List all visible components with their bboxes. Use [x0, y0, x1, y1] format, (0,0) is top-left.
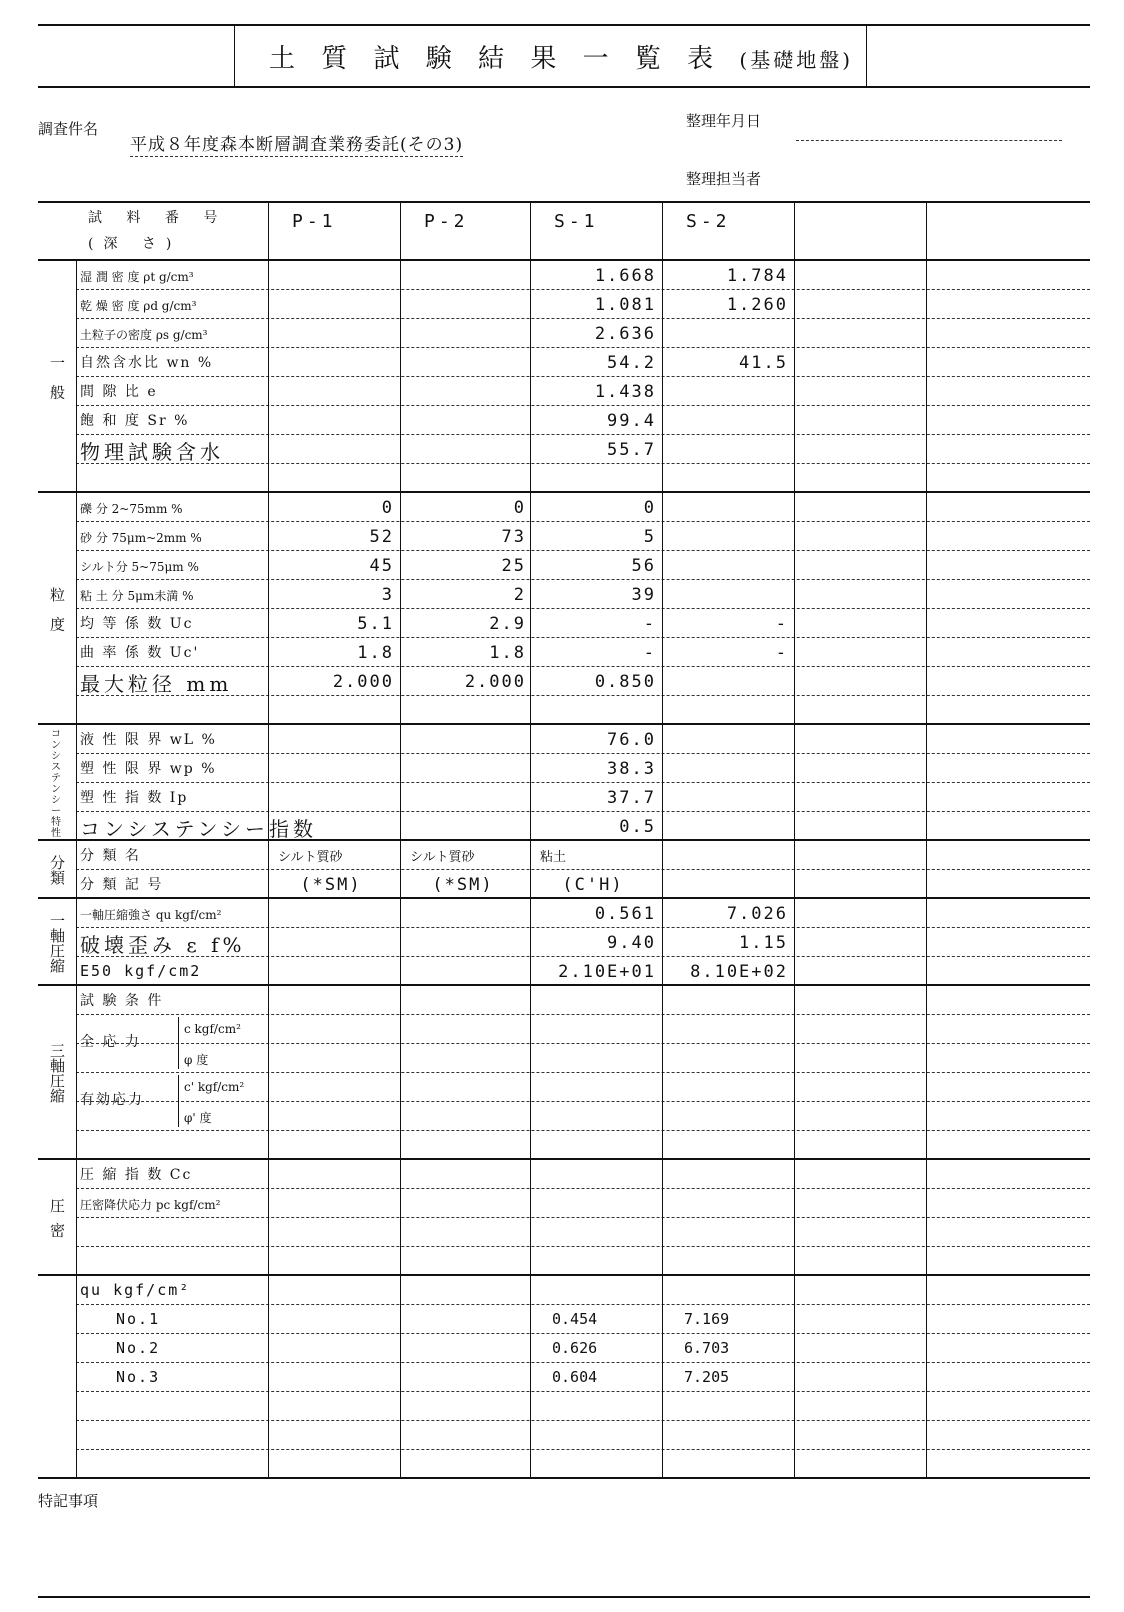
class-sym-value-1: (*SM)	[300, 875, 362, 895]
results-table	[38, 203, 1090, 1523]
ci-label: コンシステンシー指数	[80, 817, 317, 841]
e50-value-3: 2.10E+01	[558, 962, 656, 982]
wet-density-value-3: 1.668	[594, 266, 656, 286]
eff-stress-label: 有効応力	[80, 1092, 144, 1108]
row-water-content	[76, 348, 1090, 377]
row-no1	[76, 1305, 1090, 1334]
pi-label: 塑 性 指 数 Ip	[80, 790, 189, 806]
row-strain	[76, 928, 1090, 957]
table-top-rule	[38, 201, 1090, 203]
clay-value-3: 39	[631, 585, 656, 605]
row-sand	[76, 522, 1090, 551]
saturation-label: 飽 和 度 Sr %	[80, 413, 190, 429]
row-eff-c	[76, 1073, 1090, 1108]
qu-row-label: 一軸圧縮強さ qu kgf/cm²	[80, 908, 222, 922]
blank-row	[76, 1218, 1090, 1247]
particle-density-label: 土粒子の密度 ρs g/cm³	[80, 328, 208, 342]
row-pi	[76, 783, 1090, 812]
row-silt	[76, 551, 1090, 580]
row-total-c	[76, 1015, 1090, 1050]
silt-value-2: 25	[501, 556, 526, 576]
qu-header-label: qu kgf/cm²	[80, 1281, 191, 1299]
column-rule	[268, 201, 269, 1479]
wet-density-value-4: 1.784	[726, 266, 788, 286]
qu-row-value-4: 7.026	[726, 904, 788, 924]
section-consistency: コンシステンシー特性	[51, 729, 61, 839]
sample-header-2: P-2	[424, 211, 469, 232]
row-phys-water	[76, 435, 1090, 464]
row-no3	[76, 1363, 1090, 1392]
uc-label: 均 等 係 数 Uc	[80, 616, 194, 632]
uc-value-4: -	[775, 614, 788, 634]
sand-label: 砂 分 75μm~2mm %	[80, 531, 202, 545]
e50-value-4: 8.10E+02	[690, 962, 788, 982]
row-uc	[76, 609, 1090, 638]
footer-rule	[38, 1596, 1090, 1598]
sample-header-3: S-1	[554, 211, 599, 232]
void-ratio-value-3: 1.438	[594, 382, 656, 402]
title-main: 土 質 試 験 結 果 一 覧 表	[269, 44, 723, 74]
max-size-value-2: 2.000	[464, 672, 526, 692]
pl-value-3: 38.3	[607, 759, 656, 779]
row-wet-density	[76, 261, 1090, 290]
title-sub: (基礎地盤)	[739, 48, 853, 72]
row-class-sym	[76, 870, 1090, 899]
no1-value-3: 0.454	[552, 1310, 598, 1328]
sand-value-3: 5	[643, 527, 656, 547]
uc-value-1: 5.1	[357, 614, 394, 634]
blank-row	[76, 1247, 1090, 1276]
total-stress-label: 全 応 力	[80, 1034, 141, 1050]
section-consolidation: 圧 密	[48, 1198, 66, 1238]
class-sym-value-2: (*SM)	[432, 875, 494, 895]
no3-value-3: 0.604	[552, 1368, 598, 1386]
person-label: 整理担当者	[686, 170, 762, 188]
qu-row-value-3: 0.561	[594, 904, 656, 924]
total-phi-label: φ 度	[184, 1053, 209, 1067]
test-cond-label: 試 験 条 件	[80, 993, 164, 1009]
section-unconfined-compression: 一軸圧縮	[48, 912, 66, 973]
class-name-value-3: 粘土	[540, 850, 567, 865]
sample-header-1: P-1	[292, 211, 337, 232]
depth-label: (深 さ)	[88, 236, 182, 252]
silt-label: シルト分 5~75μm %	[80, 560, 199, 574]
row-qu-row	[76, 899, 1090, 928]
strain-label: 破壊歪み ε f%	[80, 933, 246, 957]
row-dry-density	[76, 290, 1090, 319]
section-triaxial: 三軸圧縮	[48, 1043, 66, 1103]
gravel-value-2: 0	[513, 498, 526, 518]
row-qu-header	[76, 1276, 1090, 1305]
title-divider-left	[234, 26, 235, 86]
silt-value-1: 45	[369, 556, 394, 576]
pl-label: 塑 性 限 界 wp %	[80, 761, 217, 777]
row-cc	[76, 1160, 1090, 1189]
notes-label: 特記事項	[38, 1492, 99, 1510]
row-pl	[76, 754, 1090, 783]
clay-label: 粘 土 分 5μm未満 %	[80, 589, 194, 603]
row-ucp	[76, 638, 1090, 667]
blank-row	[76, 1392, 1090, 1421]
no2-value-3: 0.626	[552, 1339, 598, 1357]
pi-value-3: 37.7	[607, 788, 656, 808]
saturation-value-3: 99.4	[607, 411, 656, 431]
max-size-label: 最大粒径 mm	[80, 672, 233, 696]
row-ci	[76, 812, 1090, 841]
section-rule	[38, 1477, 1090, 1479]
water-content-value-4: 41.5	[739, 353, 788, 373]
ucp-label: 曲 率 係 数 Uc'	[80, 645, 200, 661]
section-classification: 分類	[48, 855, 66, 885]
e50-label: E50 kgf/cm2	[80, 962, 202, 980]
ucp-value-1: 1.8	[357, 643, 394, 663]
row-e50	[76, 957, 1090, 986]
no3-label: No.3	[116, 1368, 161, 1386]
strain-value-3: 9.40	[607, 933, 656, 953]
max-size-value-3: 0.850	[594, 672, 656, 692]
no2-value-4: 6.703	[684, 1339, 730, 1357]
blank-row	[76, 1131, 1090, 1160]
row-void-ratio	[76, 377, 1090, 406]
class-sym-label: 分 類 記 号	[80, 877, 164, 893]
row-test-cond	[76, 986, 1090, 1015]
dry-density-value-3: 1.081	[594, 295, 656, 315]
ucp-value-3: -	[643, 643, 656, 663]
no3-value-4: 7.205	[684, 1368, 730, 1386]
blank-row	[76, 464, 1090, 493]
row-pc	[76, 1189, 1090, 1218]
no2-label: No.2	[116, 1339, 161, 1357]
section-grain-size: 粒 度	[48, 586, 66, 632]
class-name-value-2: シルト質砂	[410, 850, 475, 865]
ucp-value-4: -	[775, 643, 788, 663]
uc-value-3: -	[643, 614, 656, 634]
sample-number-label: 試 料 番 号	[88, 210, 228, 226]
column-rule	[662, 201, 663, 1479]
column-rule	[794, 201, 795, 1479]
water-content-label: 自然含水比 wn %	[80, 355, 214, 371]
eff-c-label: c' kgf/cm²	[184, 1080, 245, 1094]
eff-phi-label: φ' 度	[184, 1111, 212, 1125]
row-ll	[76, 725, 1090, 754]
sand-value-2: 73	[501, 527, 526, 547]
row-gravel	[76, 493, 1090, 522]
row-particle-density	[76, 319, 1090, 348]
class-name-label: 分 類 名	[80, 848, 141, 864]
phys-water-label: 物理試験含水	[80, 440, 224, 464]
row-saturation	[76, 406, 1090, 435]
phys-water-value-3: 55.7	[607, 440, 656, 460]
sample-header-4: S-2	[686, 211, 731, 232]
page-title	[236, 38, 886, 75]
column-rule	[926, 201, 927, 1479]
particle-density-value-3: 2.636	[594, 324, 656, 344]
total-c-label: c kgf/cm²	[184, 1022, 241, 1036]
dry-density-label: 乾 燥 密 度 ρd g/cm³	[80, 299, 197, 313]
pc-label: 圧密降伏応力 pc kgf/cm²	[80, 1198, 221, 1212]
ucp-value-2: 1.8	[489, 643, 526, 663]
gravel-label: 礫 分 2~75mm %	[80, 502, 183, 516]
row-class-name	[76, 841, 1090, 870]
row-total-phi	[76, 1044, 1090, 1073]
date-label: 整理年月日	[686, 112, 762, 130]
no1-label: No.1	[116, 1310, 161, 1328]
class-sym-value-3: (C'H)	[562, 875, 624, 895]
column-rule	[76, 259, 77, 1479]
strain-value-4: 1.15	[739, 933, 788, 953]
dry-density-value-4: 1.260	[726, 295, 788, 315]
row-max-size	[76, 667, 1090, 696]
sand-value-1: 52	[369, 527, 394, 547]
row-eff-phi	[76, 1102, 1090, 1131]
water-content-value-3: 54.2	[607, 353, 656, 373]
row-clay	[76, 580, 1090, 609]
clay-value-1: 3	[381, 585, 394, 605]
project-name: 平成８年度森本断層調査業務委託(その3)	[130, 130, 463, 157]
ci-value-3: 0.5	[619, 817, 656, 837]
date-line	[796, 140, 1062, 141]
column-rule	[400, 201, 401, 1479]
cc-label: 圧 縮 指 数 Cc	[80, 1167, 193, 1183]
max-size-value-1: 2.000	[332, 672, 394, 692]
uc-value-2: 2.9	[489, 614, 526, 634]
section-general: 一 般	[48, 354, 66, 400]
blank-row	[76, 1421, 1090, 1450]
clay-value-2: 2	[513, 585, 526, 605]
gravel-value-1: 0	[381, 498, 394, 518]
ll-label: 液 性 限 界 wL %	[80, 732, 217, 748]
wet-density-label: 湿 潤 密 度 ρt g/cm³	[80, 270, 194, 284]
class-name-value-1: シルト質砂	[278, 850, 343, 865]
project-label: 調査件名	[38, 120, 99, 138]
blank-row	[76, 1450, 1090, 1479]
row-no2	[76, 1334, 1090, 1363]
no1-value-4: 7.169	[684, 1310, 730, 1328]
void-ratio-label: 間 隙 比 e	[80, 384, 158, 400]
blank-row	[76, 696, 1090, 725]
gravel-value-3: 0	[643, 498, 656, 518]
silt-value-3: 56	[631, 556, 656, 576]
ll-value-3: 76.0	[607, 730, 656, 750]
column-rule	[530, 201, 531, 1479]
